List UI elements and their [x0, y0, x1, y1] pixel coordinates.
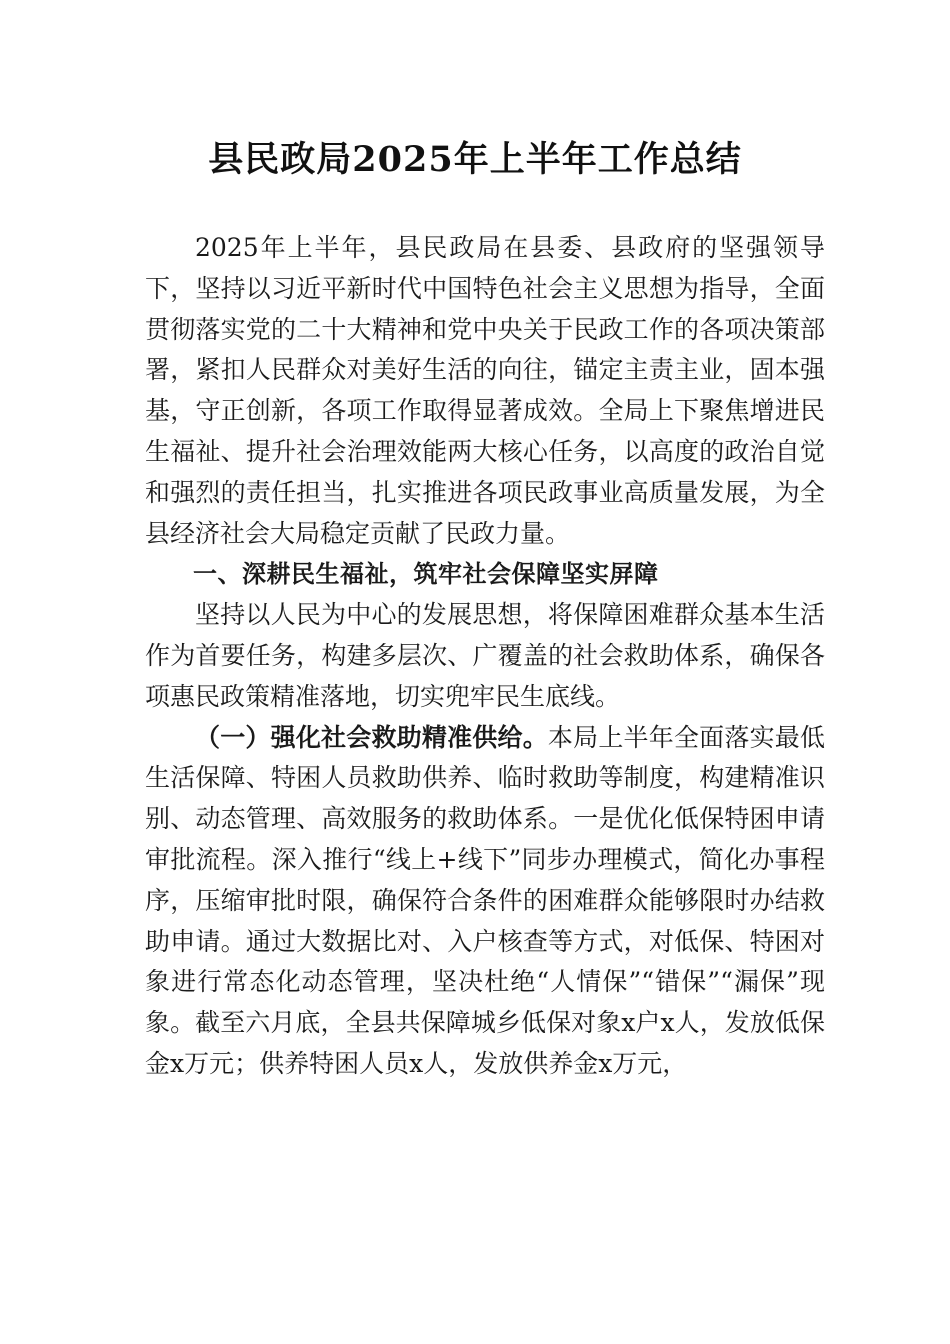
section-paragraph: 坚持以人民为中心的发展思想，将保障困难群众基本生活作为首要任务，构建多层次、广覆盖的社会救助体系，确保各项惠民政策精准落地，切实兜牢民生底线。 [145, 600, 825, 711]
document-title: 县民政局2025年上半年工作总结 [208, 139, 742, 180]
subsection-paragraph [145, 718, 825, 1085]
section-heading: 一、深耕民生福祉，筑牢社会保障坚实屏障 [193, 560, 659, 589]
intro-paragraph: 2025年上半年，县民政局在县委、县政府的坚强领导下，坚持以习近平新时代中国特色社会主义思想为指导，全面贯彻落实党的二十大精神和党中央关于民政工作的各项决策部署，紧扣人民群众对美好生活的向往，锚定主责主业，固本强基，守正创新，各项工作取得显著成效。全局上下聚焦增进民生福祉、提升社会治理效能两大核心任务，以高度的政治自觉和强烈的责任担当，扎实推进各项民政事业高质量发展，为全县经济社会大局稳定贡献了民政力量。 [145, 233, 825, 548]
subsection-heading: （一）强化社会救助精准供给。 [195, 722, 548, 752]
subsection-text: 本局上半年全面落实最低生活保障、特困人员救助供养、临时救助等制度，构建精准识别、动态管理、高效服务的救助体系。一是优化低保特困申请审批流程。深入推行“线上+线下”同步办理模式，简化办事程序，压缩审批时限，确保符合条件的困难群众能够限时办结救助申请。通过大数据比对、入户核查等方式，对低保、特困对象进行常态化动态管理，坚决杜绝“人情保”“错保”“漏保”现象。截至六月底，全县共保障城乡低保对象x户x人，发放低保金x万元；供养特困人员x人，发放供养金x万元， [145, 722, 825, 1078]
document-body [145, 228, 825, 1085]
